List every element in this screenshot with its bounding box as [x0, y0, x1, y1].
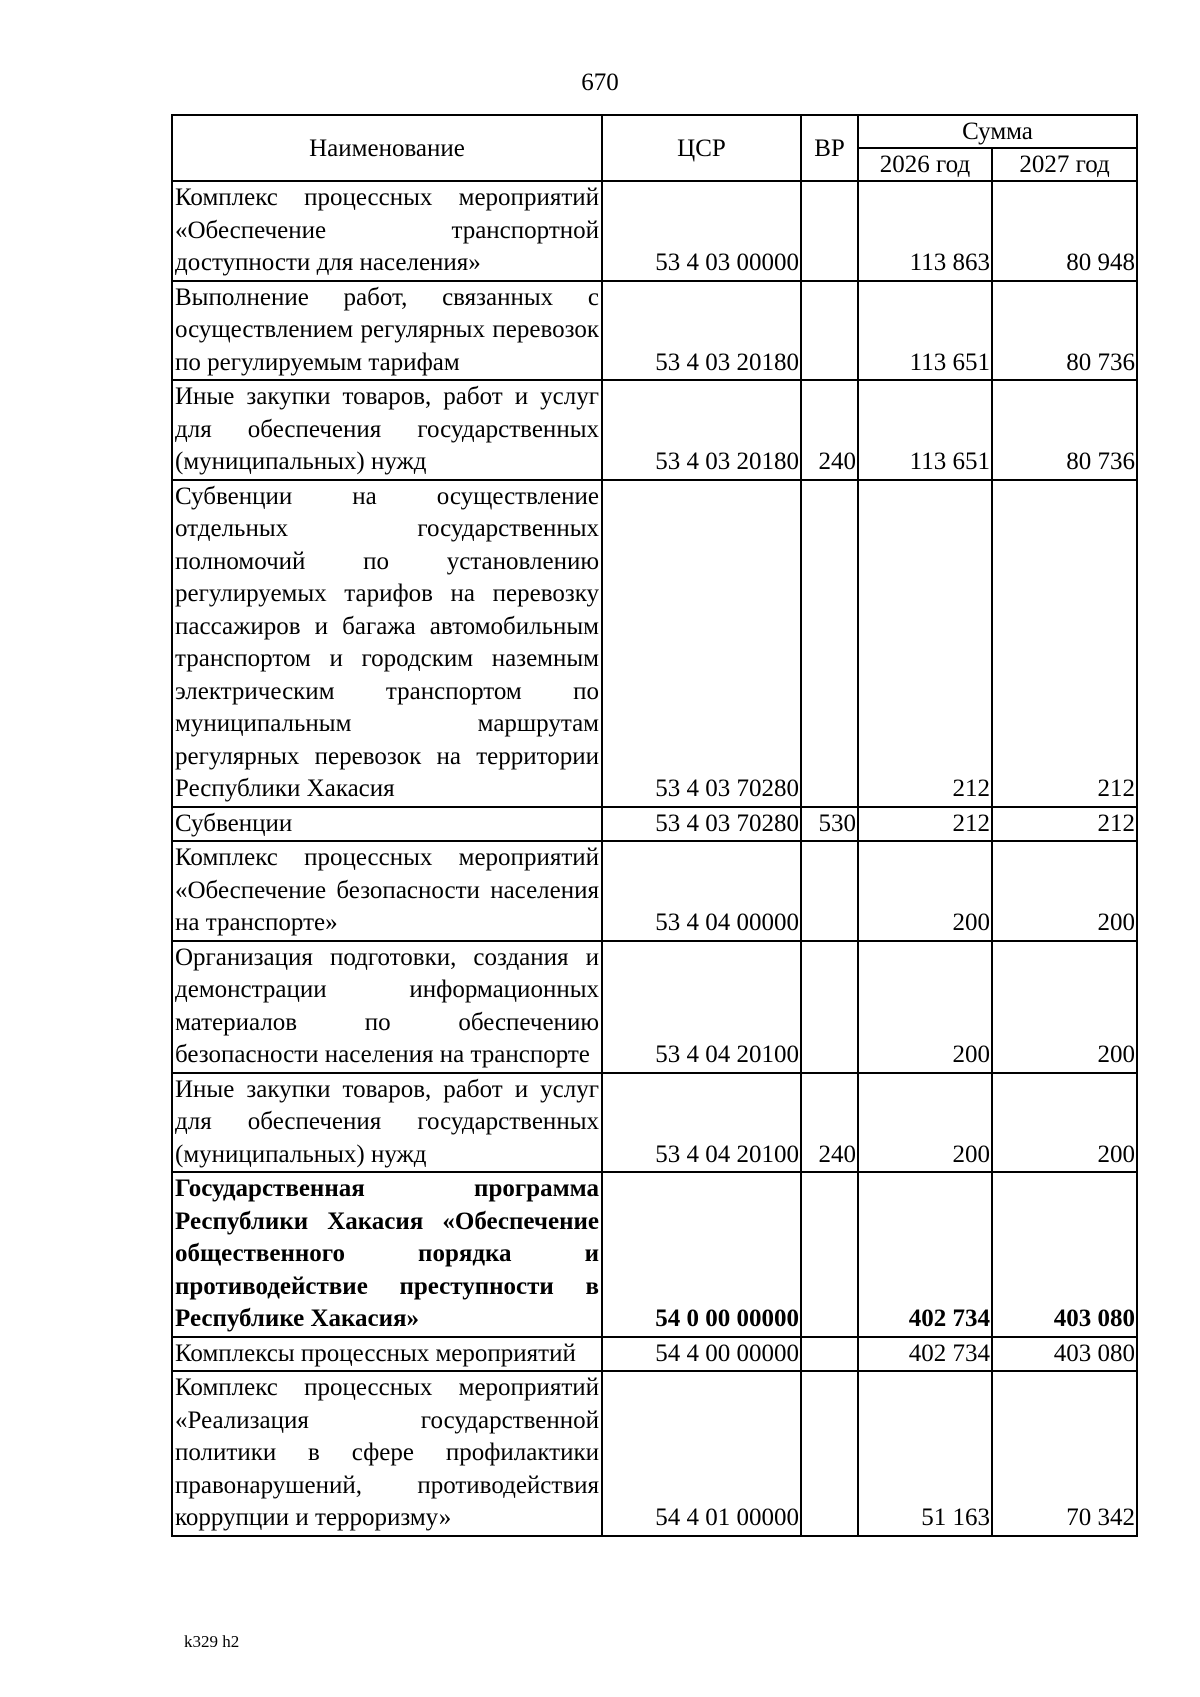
header-year-2026: 2026 год: [858, 148, 992, 181]
row-amount-2027: 200: [992, 941, 1137, 1073]
table-row: [172, 1337, 1137, 1372]
document-code: k329 h2: [184, 1632, 240, 1651]
row-amount-2026: 200: [858, 841, 992, 941]
row-vr: 240: [801, 380, 858, 480]
row-name: Комплекс процессных мероприятий «Обеспечение транспортной доступности для населения»: [172, 181, 602, 281]
row-amount-2027: 80 948: [992, 181, 1137, 281]
row-name: Иные закупки товаров, работ и услуг для обеспечения государственных (муниципальных) нужд: [172, 380, 602, 480]
row-amount-2026: 200: [858, 941, 992, 1073]
row-csr: 53 4 03 20180: [602, 380, 801, 480]
row-vr: [801, 1172, 858, 1337]
row-csr: 53 4 04 00000: [602, 841, 801, 941]
row-name: Субвенции: [172, 807, 602, 842]
row-name: Выполнение работ, связанных с осуществлением регулярных перевозок по регулируемым тарифам: [172, 281, 602, 381]
row-vr: [801, 1337, 858, 1372]
row-name: Иные закупки товаров, работ и услуг для обеспечения государственных (муниципальных) нужд: [172, 1073, 602, 1173]
row-amount-2026: 113 651: [858, 380, 992, 480]
row-amount-2027: 80 736: [992, 380, 1137, 480]
row-csr: 54 4 01 00000: [602, 1371, 801, 1536]
row-amount-2026: 212: [858, 480, 992, 807]
table-row: [172, 941, 1137, 1073]
table-body: [172, 181, 1137, 1536]
row-csr: 53 4 04 20100: [602, 1073, 801, 1173]
row-vr: 530: [801, 807, 858, 842]
row-amount-2026: 113 651: [858, 281, 992, 381]
table-row: [172, 480, 1137, 807]
table-header: [172, 115, 1137, 181]
header-name: Наименование: [172, 115, 602, 181]
row-csr: 54 0 00 00000: [602, 1172, 801, 1337]
row-amount-2026: 51 163: [858, 1371, 992, 1536]
budget-table: [171, 114, 1138, 1537]
row-amount-2027: 212: [992, 480, 1137, 807]
page-number: 670: [581, 69, 619, 96]
table-row: [172, 1371, 1137, 1536]
header-sum: Сумма: [858, 115, 1137, 148]
table-row: [172, 281, 1137, 381]
row-name: Комплекс процессных мероприятий «Обеспечение безопасности населения на транспорте»: [172, 841, 602, 941]
row-vr: [801, 1371, 858, 1536]
row-amount-2026: 402 734: [858, 1337, 992, 1372]
table-row: [172, 181, 1137, 281]
header-csr: ЦСР: [602, 115, 801, 181]
row-vr: 240: [801, 1073, 858, 1173]
table-row: [172, 807, 1137, 842]
row-amount-2026: 212: [858, 807, 992, 842]
row-name: Комплекс процессных мероприятий «Реализация государственной политики в сфере профилактики правонарушений, противодействия коррупции и терроризму»: [172, 1371, 602, 1536]
row-csr: 54 4 00 00000: [602, 1337, 801, 1372]
row-amount-2027: 212: [992, 807, 1137, 842]
table-row: [172, 841, 1137, 941]
row-amount-2027: 200: [992, 841, 1137, 941]
row-amount-2027: 70 342: [992, 1371, 1137, 1536]
table-row: [172, 1172, 1137, 1337]
row-name: Субвенции на осуществление отдельных государственных полномочий по установлению регулируемых тарифов на перевозку пассажиров и багажа автомобильным транспортом и городским наземным электрическим транспортом по муниципальным маршрутам регулярных перевозок на территории Республики Хакасия: [172, 480, 602, 807]
header-vr: ВР: [801, 115, 858, 181]
row-amount-2027: 403 080: [992, 1337, 1137, 1372]
row-amount-2027: 200: [992, 1073, 1137, 1173]
row-csr: 53 4 03 20180: [602, 281, 801, 381]
row-csr: 53 4 03 70280: [602, 807, 801, 842]
row-vr: [801, 841, 858, 941]
row-vr: [801, 281, 858, 381]
row-csr: 53 4 03 70280: [602, 480, 801, 807]
row-amount-2026: 200: [858, 1073, 992, 1173]
header-year-2027: 2027 год: [992, 148, 1137, 181]
row-amount-2027: 403 080: [992, 1172, 1137, 1337]
table-row: [172, 1073, 1137, 1173]
row-amount-2026: 113 863: [858, 181, 992, 281]
row-name: Комплексы процессных мероприятий: [172, 1337, 602, 1372]
row-vr: [801, 181, 858, 281]
table-row: [172, 380, 1137, 480]
row-amount-2027: 80 736: [992, 281, 1137, 381]
row-name: Государственная программа Республики Хакасия «Обеспечение общественного порядка и противодействие преступности в Республике Хакасия»: [172, 1172, 602, 1337]
row-name: Организация подготовки, создания и демонстрации информационных материалов по обеспечению безопасности населения на транспорте: [172, 941, 602, 1073]
row-amount-2026: 402 734: [858, 1172, 992, 1337]
row-vr: [801, 941, 858, 1073]
row-csr: 53 4 03 00000: [602, 181, 801, 281]
row-csr: 53 4 04 20100: [602, 941, 801, 1073]
row-vr: [801, 480, 858, 807]
